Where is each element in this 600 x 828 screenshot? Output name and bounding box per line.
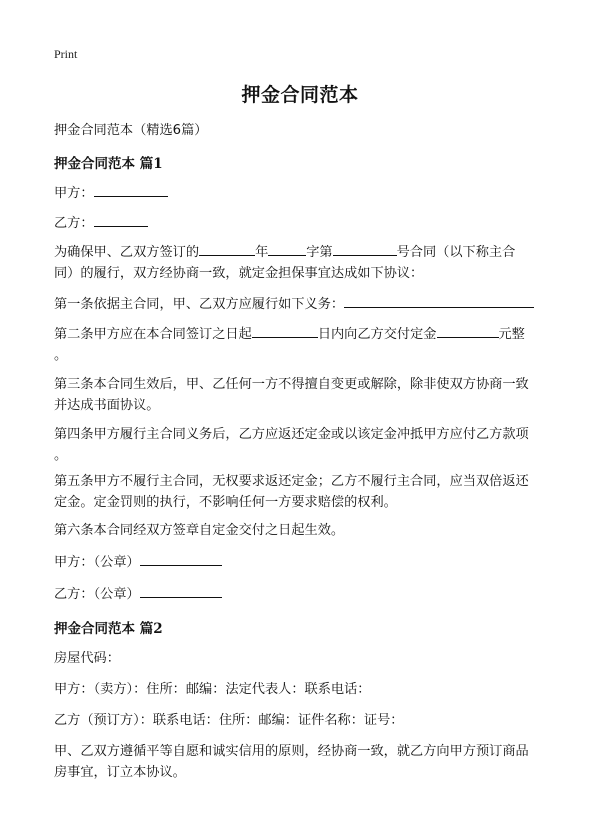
article-3-line-2: 并达成书面协议。 (54, 398, 160, 413)
article-2-text-1: 第二条甲方应在本合同签订之日起 (54, 327, 252, 342)
signature-a-label: 甲方：（公章） (54, 555, 140, 570)
party-b-blank (94, 214, 148, 227)
article-6: 第六条本合同经双方签章自定金交付之日起生效。 (54, 523, 345, 538)
section-1-heading: 押金合同范本 篇1 (54, 156, 163, 172)
article-4 (54, 424, 554, 466)
section-2-intro-line-2: 房事宜，订立本协议。 (54, 765, 186, 780)
signature-a-blank (140, 553, 222, 566)
signature-b-label: 乙方：（公章） (54, 587, 140, 602)
party-a-blank (94, 184, 168, 197)
section-2-house-code: 房屋代码： (54, 651, 120, 666)
intro-text-4: 号合同（以下称主合 (396, 245, 516, 260)
document-title: 押金合同范本 (241, 84, 359, 106)
document-subtitle: 押金合同范本（精选6篇） (54, 123, 208, 138)
section-2-intro (54, 741, 554, 783)
article-3 (54, 374, 554, 416)
article-5-line-2: 定金。定金罚则的执行，不影响任何一方要求赔偿的权利。 (54, 495, 397, 510)
signature-party-b (54, 584, 554, 605)
section-2-heading: 押金合同范本 篇2 (54, 621, 163, 637)
article-1-blank (344, 295, 534, 308)
signature-party-a (54, 552, 554, 573)
section-2-party-a: 甲方：（卖方）：住所：邮编：法定代表人：联系电话： (54, 682, 371, 697)
article-5-line-1: 第五条甲方不履行主合同，无权要求返还定金；乙方不履行主合同，应当双倍返还 (54, 474, 529, 489)
article-2-text-2: 日内向乙方交付定金 (317, 327, 437, 342)
intro-text-3: 字第 (306, 245, 333, 260)
article-5 (54, 471, 554, 513)
party-b-label: 乙方： (54, 216, 94, 231)
article-2-blank-2 (437, 325, 499, 338)
intro-text-1: 为确保甲、乙双方签订的 (54, 245, 200, 260)
article-2-line-2: 。 (54, 348, 68, 363)
party-a-label: 甲方： (54, 186, 94, 201)
intro-line-2: 同）的履行，双方经协商一致，就定金担保事宜达成如下协议： (54, 266, 424, 281)
section-1-party-b (54, 213, 554, 234)
intro-blank-3 (333, 243, 397, 256)
article-2-text-3: 元整 (498, 327, 525, 342)
article-2-blank-1 (252, 325, 318, 338)
section-2-party-b: 乙方（预订方）：联系电话：住所：邮编：证件名称：证号： (54, 713, 404, 728)
signature-b-blank (140, 585, 222, 598)
article-1-text: 第一条依据主合同，甲、乙双方应履行如下义务： (54, 297, 345, 312)
article-3-line-1: 第三条本合同生效后，甲、乙任何一方不得擅自变更或解除，除非使双方协商一致 (54, 377, 529, 392)
article-4-line-2: 。 (54, 448, 68, 463)
intro-blank-1 (199, 243, 255, 256)
intro-text-2: 年 (255, 245, 269, 260)
article-1 (54, 294, 554, 315)
section-2-intro-line-1: 甲、乙双方遵循平等自愿和诚实信用的原则，经协商一致，就乙方向甲方预订商品 (54, 744, 529, 759)
section-1-intro (54, 242, 554, 284)
article-2 (54, 324, 554, 366)
article-4-line-1: 第四条甲方履行主合同义务后，乙方应返还定金或以该定金冲抵甲方应付乙方款项 (54, 427, 529, 442)
section-1-party-a (54, 183, 554, 204)
print-link[interactable]: Print (54, 47, 78, 61)
intro-blank-2 (268, 243, 306, 256)
